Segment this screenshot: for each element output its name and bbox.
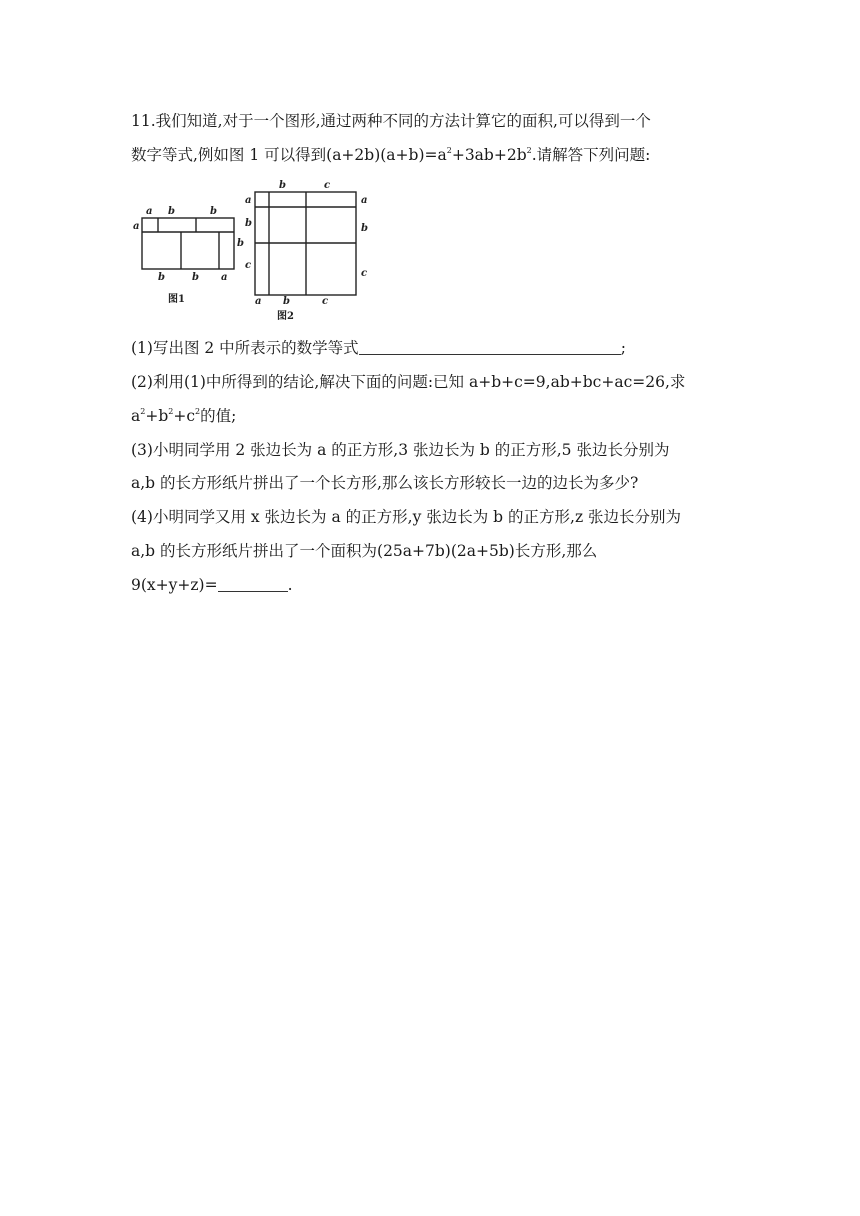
- problem-line-2-c: .请解答下列问题:: [531, 146, 651, 164]
- question-1: [131, 337, 626, 359]
- problem-line-2: [131, 144, 650, 166]
- q2-b: +b: [145, 407, 169, 425]
- problem-line-2-b: +3ab+2b: [451, 146, 527, 164]
- answer-blank-4[interactable]: [218, 577, 288, 592]
- fig1-bottom-label: b: [192, 272, 199, 283]
- fig2-top-label: b: [279, 180, 286, 191]
- question-4-line-2: a,b 的长方形纸片拼出了一个面积为(25a+7b)(2a+5b)长方形,那么: [131, 542, 598, 560]
- fig2-bottom-label: a: [255, 296, 262, 307]
- question-3-line-1: (3)小明同学用 2 张边长为 a 的正方形,3 张边长为 b 的正方形,5 张边长分别为: [131, 441, 670, 459]
- question-1-text: (1)写出图 2 中所表示的数学等式: [131, 339, 359, 357]
- question-2-line-2: [131, 405, 236, 427]
- fig1-outer-rect: [142, 218, 234, 269]
- fig2-right-label: b: [361, 223, 368, 234]
- superscript: 2: [526, 146, 532, 155]
- question-2-line-1: (2)利用(1)中所得到的结论,解决下面的问题:已知 a+b+c=9,ab+bc+ac=26,求: [131, 373, 686, 391]
- fig1-left-label: a: [133, 221, 140, 232]
- fig1-top-label: b: [210, 206, 217, 217]
- fig2-bottom-label: c: [322, 296, 329, 307]
- superscript: 2: [446, 146, 452, 155]
- question-3-line-2: a,b 的长方形纸片拼出了一个长方形,那么该长方形较长一边的边长为多少?: [131, 474, 639, 492]
- fig2-right-label: c: [361, 268, 368, 279]
- fig1-top-label: b: [168, 206, 175, 217]
- fig2-right-label: a: [361, 195, 368, 206]
- problem-line-1: 11.我们知道,对于一个图形,通过两种不同的方法计算它的面积,可以得到一个: [131, 112, 651, 130]
- question-4-line-3: [131, 574, 293, 596]
- answer-blank-1[interactable]: [359, 340, 621, 355]
- figure-2: [238, 178, 378, 324]
- superscript: 2: [168, 407, 174, 416]
- fig1-top-label: a: [146, 206, 153, 217]
- superscript: 2: [140, 407, 146, 416]
- question-4-line-1: (4)小明同学又用 x 张边长为 a 的正方形,y 张边长为 b 的正方形,z 张边长分别为: [131, 508, 682, 526]
- figure-1: [128, 200, 244, 312]
- fig1-caption: 图1: [168, 294, 185, 305]
- superscript: 2: [195, 407, 201, 416]
- fig2-left-label: c: [245, 260, 252, 271]
- fig2-caption: 图2: [277, 311, 294, 322]
- q2-c: +c: [173, 407, 196, 425]
- fig1-bottom-label: b: [158, 272, 165, 283]
- fig2-left-label: b: [245, 218, 252, 229]
- question-4-end: .: [287, 576, 293, 594]
- fig2-left-label: a: [245, 195, 252, 206]
- q2-d: 的值;: [200, 407, 237, 425]
- fig1-right-label: b: [237, 238, 244, 249]
- fig1-bottom-label: a: [221, 272, 228, 283]
- question-1-end: ;: [620, 339, 626, 357]
- q2-a: a: [131, 407, 141, 425]
- question-4-expr: 9(x+y+z)=: [131, 576, 218, 594]
- problem-line-2-a: 数字等式,例如图 1 可以得到(a+2b)(a+b)=a: [131, 146, 447, 164]
- fig2-bottom-label: b: [283, 296, 290, 307]
- fig2-top-label: c: [324, 180, 331, 191]
